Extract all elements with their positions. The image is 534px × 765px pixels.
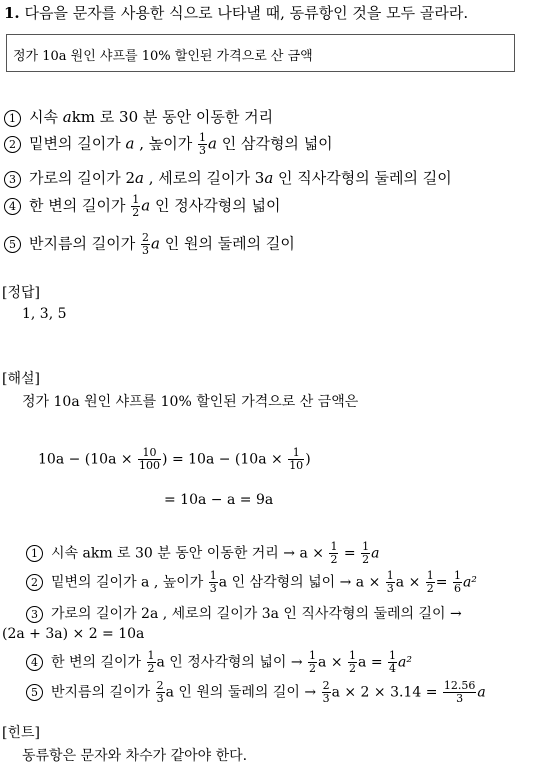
choice-2-mid: , 높이가 (134, 134, 197, 153)
choice-4[interactable] (4, 194, 280, 219)
question-heading (4, 2, 468, 23)
choice-2-marker: 2 (4, 136, 21, 153)
explanation-intro: 정가 10a 원인 샤프를 10% 할인된 가격으로 산 금액은 (22, 394, 359, 410)
choice-5-marker: 5 (4, 236, 21, 253)
choice-2-fraction: $\frac{1}{3}$ (198, 131, 206, 157)
eq1-fraction-2: $\frac{1}{10}$ (289, 446, 304, 472)
eq1-mid: ) = 10a − (10a × (162, 451, 288, 468)
choice-4-post: 인 정사각형의 넓이 (150, 196, 281, 215)
eq1-end: ) (305, 451, 311, 468)
choice-4-marker: 4 (4, 198, 21, 215)
answer-value: 1, 3, 5 (22, 306, 67, 322)
choice-3[interactable] (4, 167, 452, 188)
choice-5-var: a (150, 234, 160, 253)
given-text: 정가 10a 원인 샤프를 10% 할인된 가격으로 산 금액 (13, 49, 313, 64)
choice-3-post: 인 직사각형의 둘레의 길이 (273, 169, 452, 187)
explanation-item-4: 4 한 변의 길이가 $\frac{1}{2}$ a 인 정사각형의 넓이 → $\frac{1}{2}$ a × $\frac{1}{2}$ a = $\frac{1}{4}$ a² (26, 650, 412, 675)
explanation-item-1: 1 시속 akm 로 30 분 동안 이동한 거리 → a × $\frac{1}{2}$ = $\frac{1}{2}$ a (26, 541, 379, 566)
choice-5[interactable] (4, 232, 295, 257)
choice-5-post: 인 원의 둘레의 길이 (159, 234, 295, 253)
choice-1-var: a (62, 108, 72, 126)
choice-4-var: a (141, 196, 151, 215)
choice-2-var2: a (207, 134, 217, 153)
choice-2-var: a (125, 134, 135, 153)
question-text: 다음을 문자를 사용한 식으로 나타낼 때, 동류항인 것을 모두 골라라. (24, 4, 469, 22)
explanation-item-3: 3 가로의 길이가 2a , 세로의 길이가 3a 인 직사각형의 둘레의 길이 → (26, 603, 462, 623)
hint-label: [힌트] (2, 725, 40, 741)
explanation-item-2: 2 밑변의 길이가 a , 높이가 $\frac{1}{3}$ a 인 삼각형의 넓이 → a × $\frac{1}{3}$ a × $\frac{1}{2}$ = $\frac{1}{6}$ a² (26, 570, 477, 595)
choice-2[interactable] (4, 132, 333, 157)
choice-5-pre: 반지름의 길이가 (29, 234, 140, 253)
choice-5-fraction: $\frac{2}{3}$ (141, 231, 149, 257)
choice-3-marker: 3 (4, 171, 21, 188)
choice-4-fraction: $\frac{1}{2}$ (132, 193, 140, 219)
eq1-fraction-1: $\frac{10}{100}$ (139, 446, 161, 472)
answer-label: [정답] (2, 285, 40, 301)
explanation-item-5: 5 반지름의 길이가 $\frac{2}{3}$ a 인 원의 둘레의 길이 → $\frac{2}{3}$ a × 2 × 3.14 = $\frac{12.56}{3}$ a (26, 680, 486, 705)
explanation-item-3-line-2: (2a + 3a) × 2 = 10a (2, 626, 145, 642)
choice-3-var: a (135, 169, 144, 187)
choice-4-pre: 한 변의 길이가 (29, 196, 131, 215)
equation-line-2: = 10a − a = 9a (164, 492, 274, 508)
given-box (6, 34, 515, 72)
question-number: 1. (4, 4, 20, 22)
choice-3-mid: , 세로의 길이가 3 (143, 169, 265, 187)
eq1-left: 10a − (10a × (38, 451, 138, 468)
choice-1-pre: 시속 (29, 108, 63, 126)
explanation-label: [해설] (2, 371, 40, 387)
choice-1-post: km 로 30 분 동안 이동한 거리 (71, 108, 274, 126)
choice-1[interactable] (4, 106, 273, 127)
equation-line-1 (38, 447, 311, 472)
hint-text: 동류항은 문자와 차수가 같아야 한다. (22, 748, 248, 764)
choice-3-pre: 가로의 길이가 2 (29, 169, 136, 187)
choice-2-post: 인 삼각형의 넓이 (216, 134, 333, 153)
choice-3-var2: a (264, 169, 274, 187)
choice-1-marker: 1 (4, 110, 21, 127)
choice-2-pre: 밑변의 길이가 (29, 134, 126, 153)
